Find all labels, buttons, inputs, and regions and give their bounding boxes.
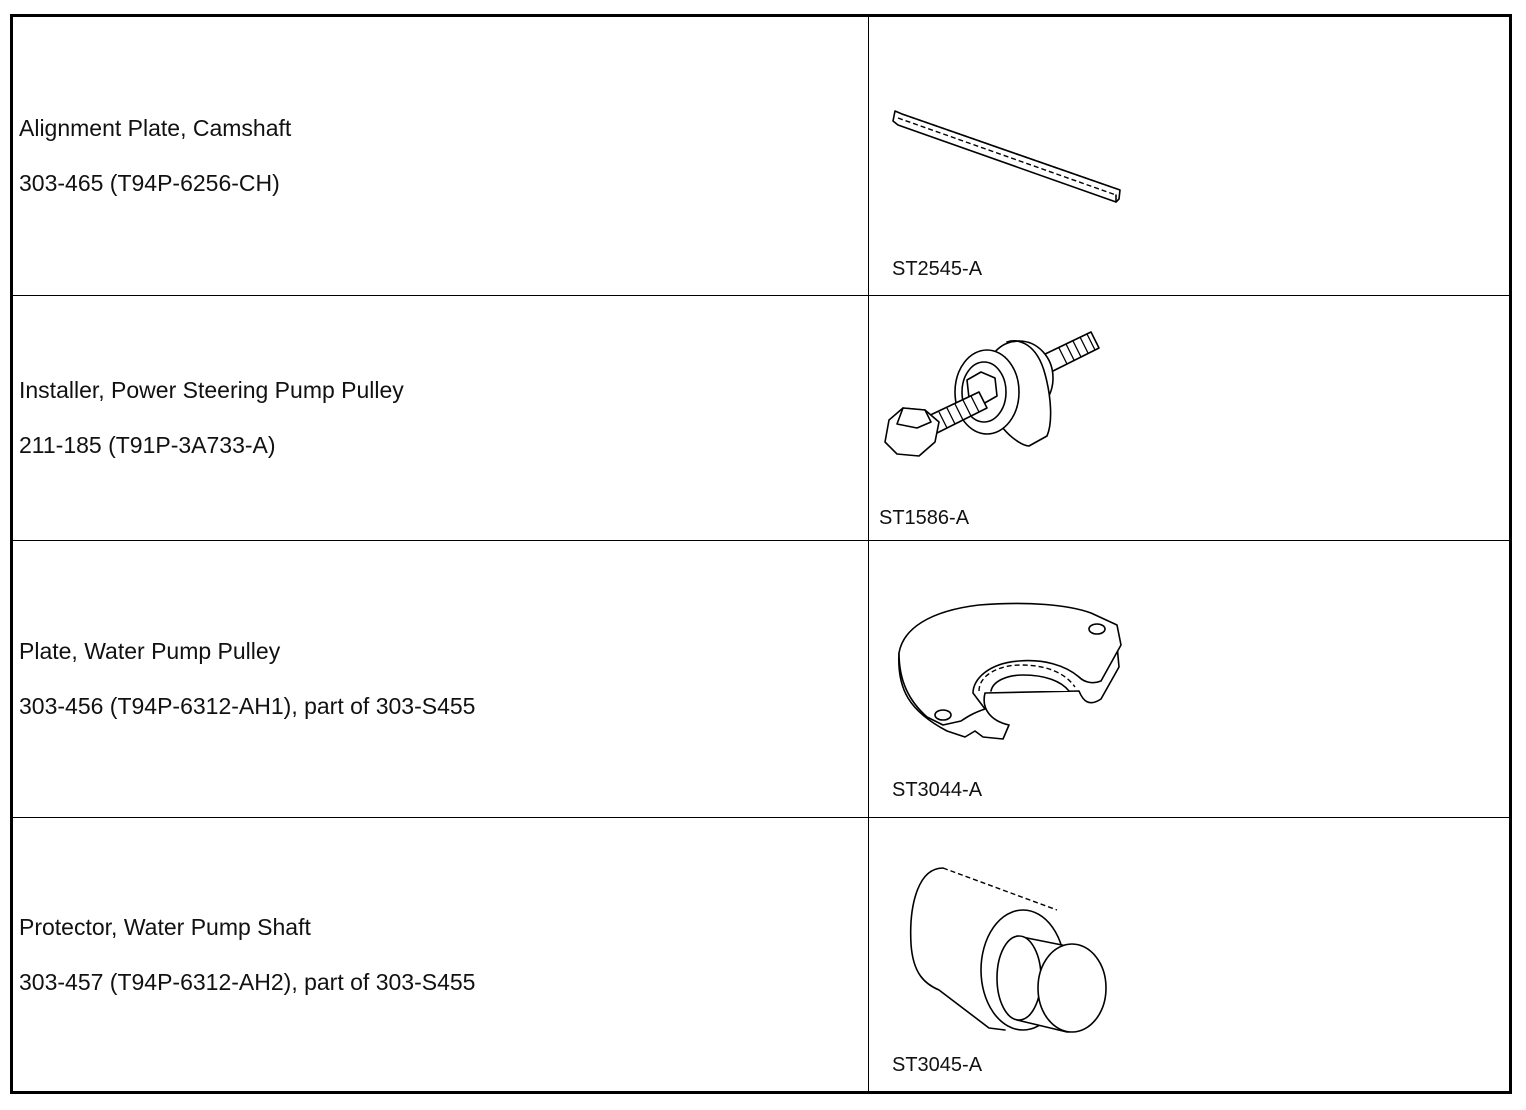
- tool-figure-cell: [869, 818, 1509, 1091]
- tool-name: Alignment Plate, Camshaft: [19, 115, 292, 141]
- tool-number: 303-465 (T94P-6256-CH): [19, 170, 280, 196]
- water-pump-shaft-protector-icon: [869, 818, 1509, 1094]
- tool-description-cell: [13, 296, 869, 541]
- pulley-installer-icon: [869, 296, 1509, 540]
- special-tools-table: [10, 14, 1512, 1094]
- water-pump-pulley-plate-icon: [869, 541, 1509, 817]
- figure-code: ST2545-A: [892, 258, 983, 280]
- figure-code: ST3044-A: [892, 779, 983, 801]
- tool-name: Protector, Water Pump Shaft: [19, 913, 311, 940]
- figure-code: ST1586-A: [879, 507, 970, 529]
- tool-name: Plate, Water Pump Pulley: [19, 638, 281, 664]
- tool-description-cell: [13, 818, 869, 1091]
- tool-number: 303-457 (T94P-6312-AH2), part of 303-S455: [19, 968, 476, 995]
- tool-figure-cell: [869, 296, 1509, 541]
- tool-number: 211-185 (T91P-3A733-A): [19, 432, 276, 458]
- camshaft-alignment-plate-icon: [869, 17, 1509, 295]
- tool-description-cell: [13, 541, 869, 818]
- tool-number: 303-456 (T94P-6312-AH1), part of 303-S455: [19, 693, 476, 719]
- tool-figure-cell: [869, 541, 1509, 818]
- tool-figure-cell: [869, 17, 1509, 296]
- tool-description-cell: [13, 17, 869, 296]
- tool-name: Installer, Power Steering Pump Pulley: [19, 377, 404, 403]
- figure-code: ST3045-A: [892, 1054, 983, 1076]
